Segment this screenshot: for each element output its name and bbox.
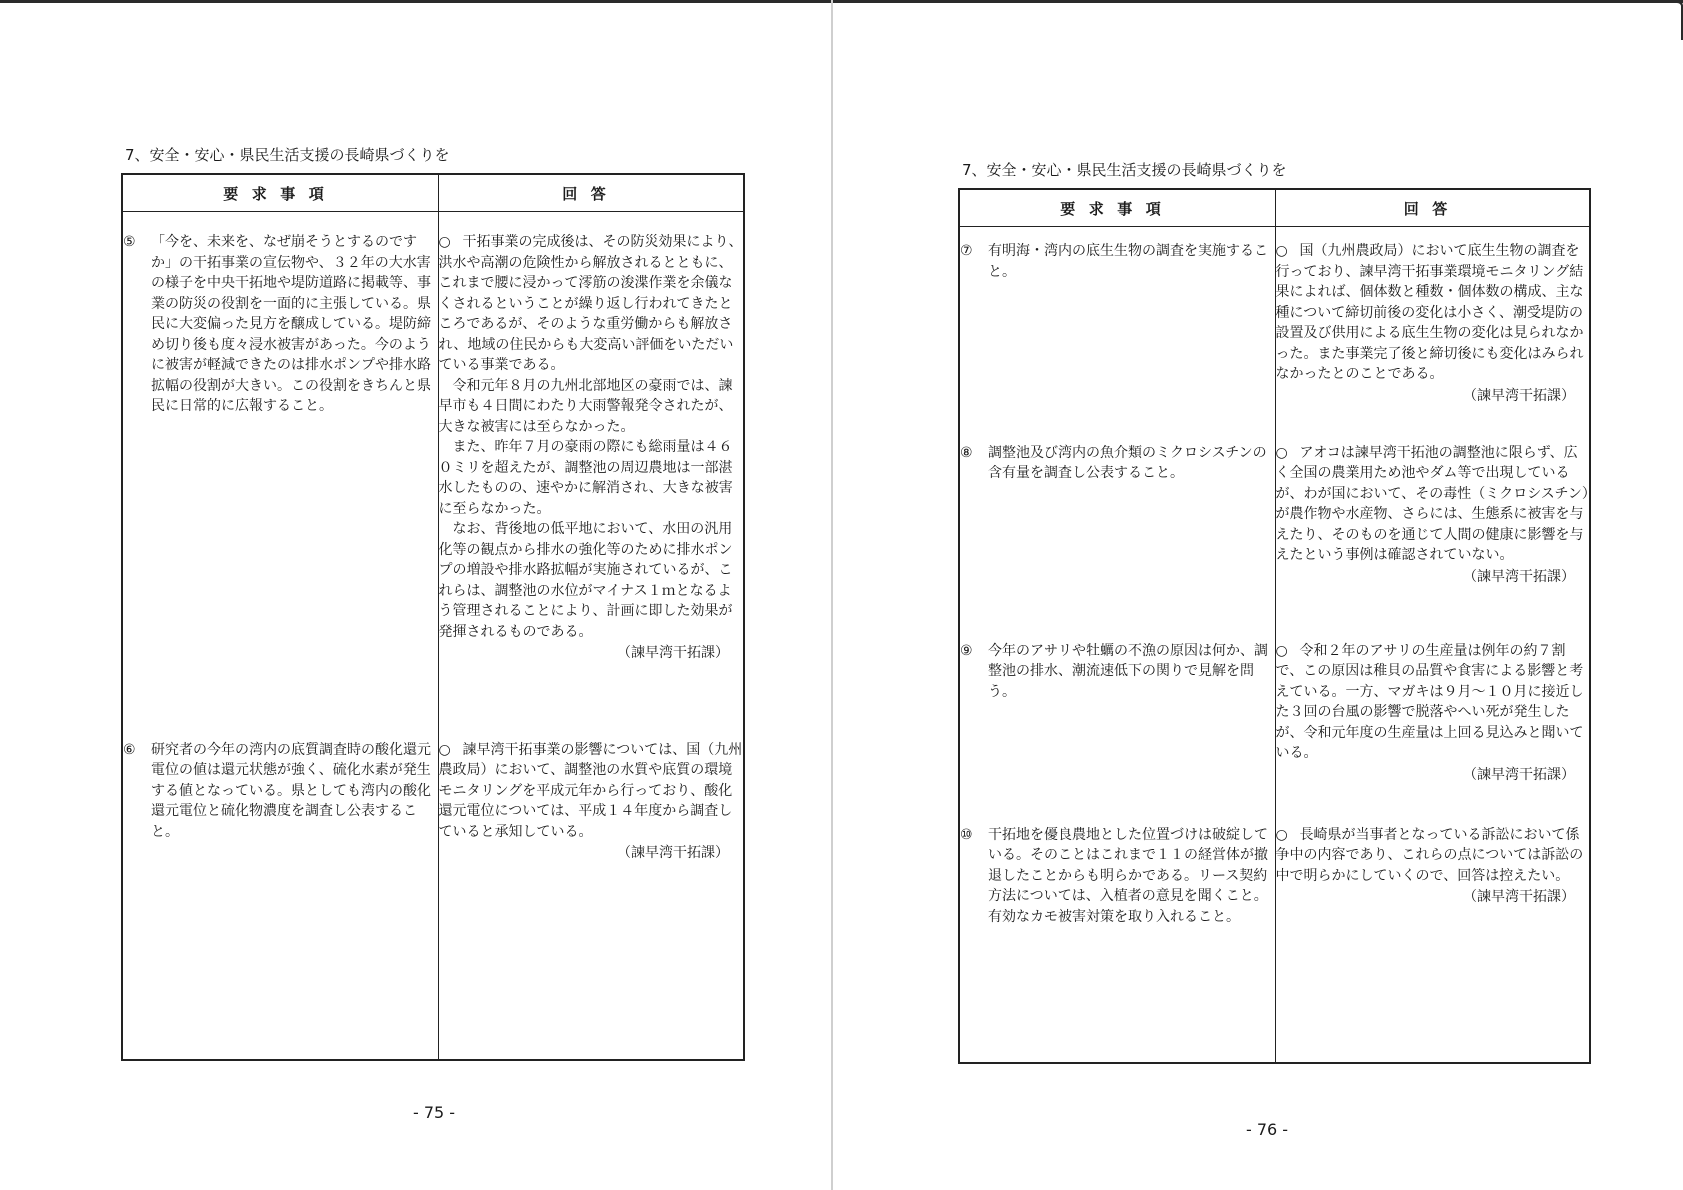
table-row <box>959 439 1590 637</box>
bullet-mark: ○ <box>438 741 451 758</box>
item-number: ⑤ <box>123 234 136 250</box>
department-label: （諫早湾干拓課） <box>1463 889 1575 905</box>
department-label: （諫早湾干拓課） <box>1463 766 1575 783</box>
answer-cell <box>1275 637 1590 819</box>
request-cell <box>959 227 1275 439</box>
bullet-mark: ○ <box>1275 444 1288 461</box>
request-cell <box>122 212 438 732</box>
bullet-mark: ○ <box>1275 642 1288 659</box>
department-label: （諫早湾干拓課） <box>1463 568 1575 585</box>
answer-text: 令和元年８月の九州北部地区の豪雨では、諫早市も４日間にわたり大雨警報発令されたが、大きな被害には至らなかった。 <box>438 377 733 435</box>
page-number: - 75 - <box>413 1103 456 1122</box>
request-text: 有明海・湾内の底生生物の調査を実施すること。 <box>988 243 1268 280</box>
request-text: 研究者の今年の湾内の底質調査時の酸化還元電位の値は還元状態が強く、硫化水素が発生する値となっている。県としても湾内の酸化還元電位と硫化物濃度を調査し公表すること。 <box>151 741 431 840</box>
request-cell <box>959 819 1275 1063</box>
request-answer-table <box>958 188 1591 1064</box>
item-number: ⑩ <box>960 826 973 843</box>
answer-text: また、昨年７月の豪雨の際にも総雨量は４６０ミリを超えたが、調整池の周辺農地は一部湛水したものの、速やかに解消され、大きな被害に至らなかった。 <box>438 439 733 517</box>
header-request: 要求事項 <box>959 189 1275 227</box>
request-cell <box>122 732 438 1060</box>
answer-cell <box>1275 819 1590 1063</box>
department-label: （諫早湾干拓課） <box>1463 387 1575 404</box>
table-row <box>122 732 744 1060</box>
answer-text: 長崎県が当事者となっている訴訟において係争中の内容であり、これらの点については訴訟の中で明らかにしていくので、回答は控えたい。 <box>1275 826 1584 884</box>
answer-cell <box>1275 227 1590 439</box>
item-number: ⑨ <box>960 642 973 659</box>
table-row <box>959 227 1590 439</box>
answer-text: 干拓事業の完成後は、その防災効果により、洪水や高潮の危険性から解放されるとともに、これまで腰に浸かって澪筋の浚渫作業を余儀なくされるということが繰り返し行われてきたところであるが、そのような重労働からも解放され、地域の住民からも大変高い評価をいただいている事業である。 <box>438 234 743 373</box>
request-text: 「今を、未来を、なぜ崩そうとするのですか」の干拓事業の宣伝物や、３２年の大水害の様子を中央干拓地や堤防道路に掲載等、事業の防災の役割を一面的に主張している。県民に大変偏った見方を醸成している。堤防締め切り後も度々浸水被害があった。今のように被害が軽減できたのは排水ポンプや排水路拡幅の役割が大きい。この役割をきちんと県民に日常的に広報すること。 <box>151 234 431 414</box>
scan-top-edge <box>0 0 1683 3</box>
page-76 <box>958 160 1591 1064</box>
scan-page-corner <box>1630 0 1683 40</box>
request-text: 今年のアサリや牡蠣の不漁の原因は何か、調整池の排水、潮流速低下の関りで見解を問う。 <box>988 642 1268 700</box>
header-answer: 回答 <box>1275 189 1590 227</box>
answer-cell <box>438 212 744 732</box>
header-answer: 回答 <box>438 174 744 212</box>
request-cell <box>959 439 1275 637</box>
item-number: ⑥ <box>123 741 136 758</box>
table-row <box>959 819 1590 1063</box>
page-number: - 76 - <box>1246 1120 1289 1139</box>
answer-cell <box>438 732 744 1060</box>
answer-cell <box>1275 439 1590 637</box>
answer-text: 諫早湾干拓事業の影響については、国（九州農政局）において、調整池の水質や底質の環境モニタリングを平成元年から行っており、酸化還元電位については、平成１４年度から調査していると承知している。 <box>438 741 743 840</box>
answer-text: 令和２年のアサリの生産量は例年の約７割で、この原因は稚貝の品質や食害による影響と考えている。一方、マガキは９月～１０月に接近した３回の台風の影響で脱落やへい死が発生したが、令和元年度の生産量は上回る見込みと聞いている。 <box>1275 642 1584 761</box>
answer-text: なお、背後地の低平地において、水田の汎用化等の観点から排水の強化等のために排水ポンプの増設や排水路拡幅が実施されているが、これらは、調整池の水位がマイナス１ｍとなるよう管理されることにより、計画に即した効果が発揮されるものである。 <box>438 521 733 640</box>
bullet-mark: ○ <box>1275 826 1288 843</box>
section-title: 7、安全・安心・県民生活支援の長崎県づくりを <box>125 146 450 164</box>
item-number: ⑧ <box>960 444 973 461</box>
bullet-mark: ○ <box>438 234 451 250</box>
book-spine <box>831 0 833 1190</box>
table-row <box>122 212 744 732</box>
request-answer-table <box>121 173 745 1061</box>
request-text: 調整池及び湾内の魚介類のミクロシスチンの含有量を調査し公表すること。 <box>988 444 1267 481</box>
item-number: ⑦ <box>960 243 973 259</box>
request-cell <box>959 637 1275 819</box>
department-label: （諫早湾干拓課） <box>617 645 729 661</box>
answer-text: 国（九州農政局）において底生生物の調査を行っており、諫早湾干拓事業環境モニタリング結果によれば、個体数と種数・個体数の構成、主な種について締切前後の変化は小さく、潮受堤防の設置及び供用による底生生物の変化は見られなかった。また事業完了後と締切後にも変化はみられなかったとのことである。 <box>1275 243 1584 382</box>
department-label: （諫早湾干拓課） <box>617 845 729 861</box>
request-text: 干拓地を優良農地とした位置づけは破綻している。そのことはこれまで１１の経営体が撤退したことからも明らかである。リース契約方法については、入植者の意見を聞くこと。有効なカモ被害対策を取り入れること。 <box>988 826 1268 925</box>
table-row <box>959 637 1590 819</box>
header-request: 要求事項 <box>122 174 438 212</box>
bullet-mark: ○ <box>1275 243 1288 259</box>
section-title: 7、安全・安心・県民生活支援の長崎県づくりを <box>962 161 1287 179</box>
page-75 <box>121 145 745 1061</box>
answer-text: アオコは諫早湾干拓池の調整池に限らず、広く全国の農業用ため池やダム等で出現しているが、わが国において、その毒性（ミクロシスチン）が農作物や水産物、さらには、生態系に被害を与えたり、そのものを通じて人間の健康に影響を与えたという事例は確認されていない。 <box>1275 444 1589 563</box>
